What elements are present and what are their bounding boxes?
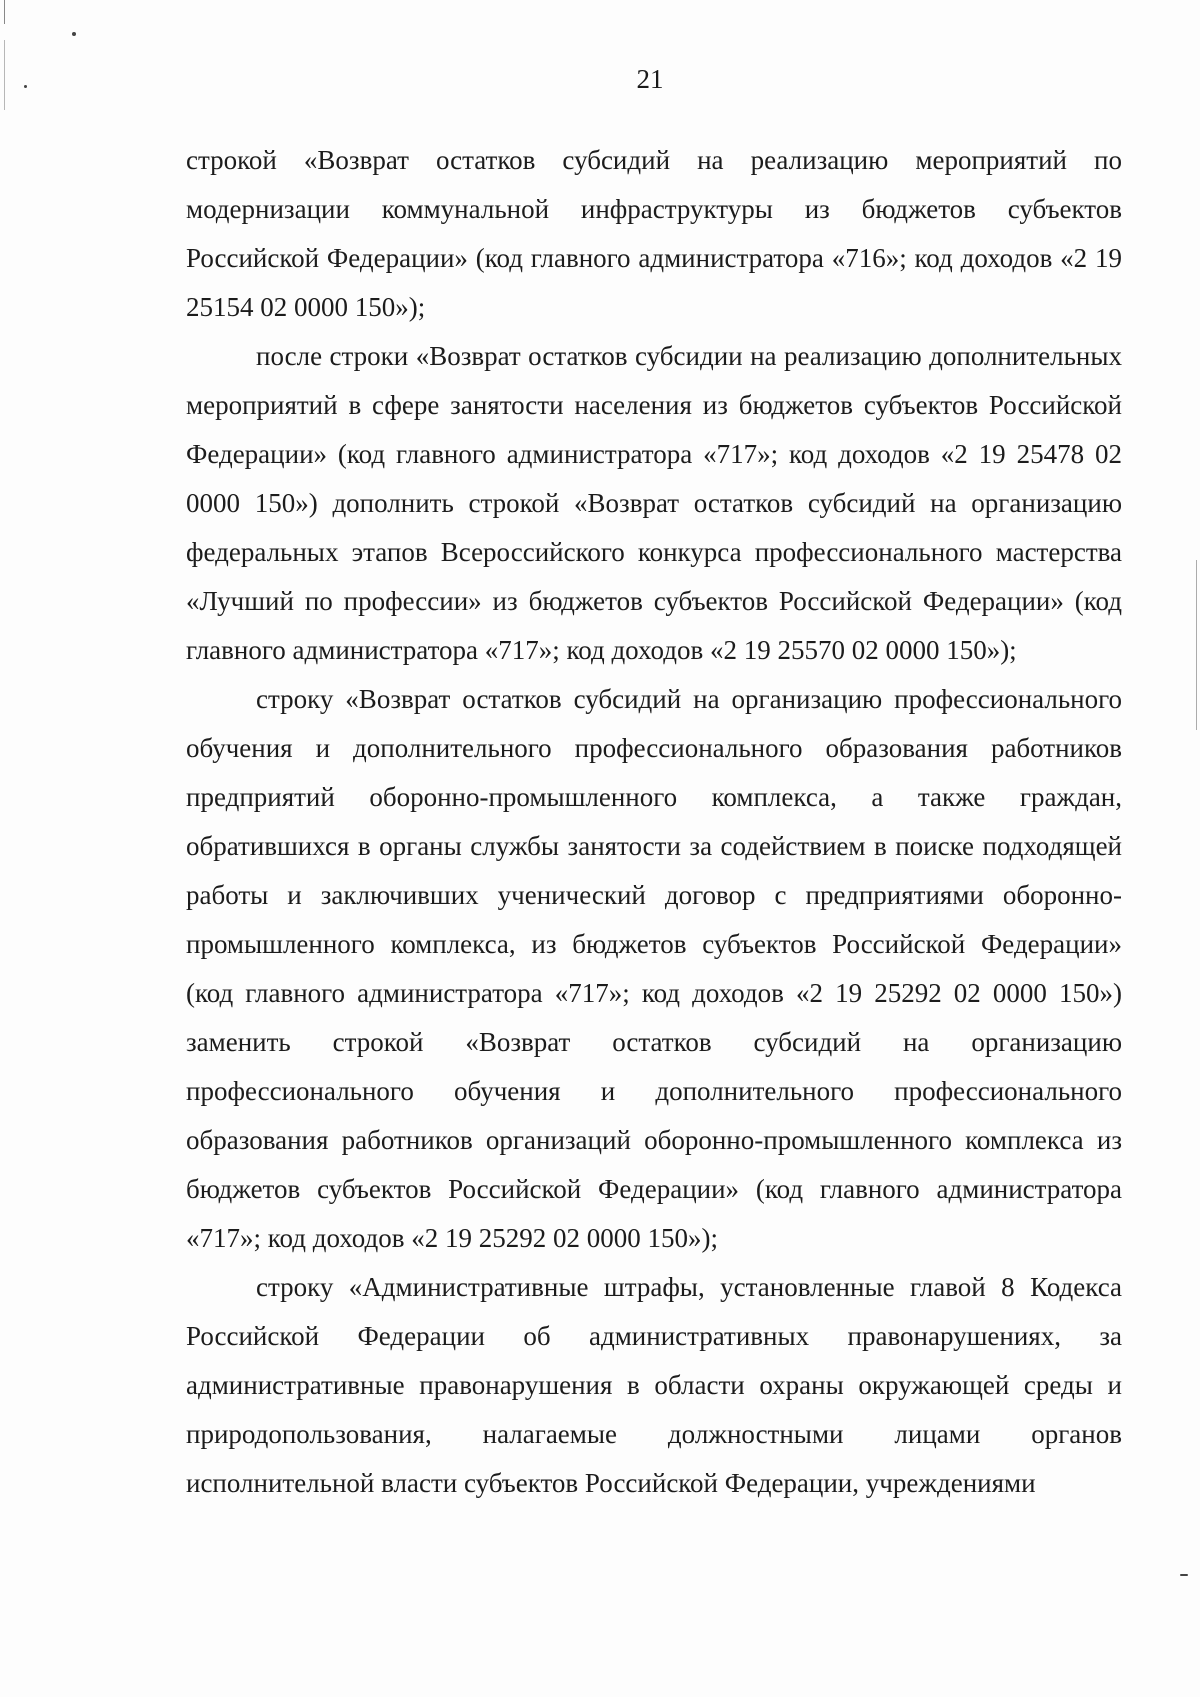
paragraph-2: после строки «Возврат остатков субсидии на реализацию дополнительных мероприятий в сфере занятости населения из бюджетов субъектов Российской Федерации» (код главного администратора «717»; код доходов «2 19 25478 02 0000 150») дополнить строкой «Возврат остатков субсидий на организацию федеральных этапов Всероссийского конкурса профессионального мастерства «Лучший по профессии» из бюджетов субъектов Российской Федерации» (код главного администратора «717»; код доходов «2 19 25570 02 0000 150»);: [186, 341, 1122, 665]
page-number: 21: [636, 64, 664, 94]
scan-edge-mark: [4, 0, 5, 24]
paragraph-4: строку «Административные штрафы, установленные главой 8 Кодекса Российской Федерации об административных правонарушениях, за административные правонарушения в области охраны окружающей среды и природопользования, налагаемые должностными лицами органов исполнительной власти субъектов Российской Федерации, учреждениями: [186, 1272, 1122, 1498]
scan-speck: [1180, 1574, 1188, 1576]
paragraph-1: строкой «Возврат остатков субсидий на реализацию мероприятий по модернизации коммунальной инфраструктуры из бюджетов субъектов Российской Федерации» (код главного администратора «716»; код доходов «2 19 25154 02 0000 150»);: [186, 145, 1122, 322]
scan-edge-mark: [1196, 560, 1197, 730]
paragraph-3: строку «Возврат остатков субсидий на организацию профессионального обучения и дополнительного профессионального образования работников предприятий оборонно-промышленного комплекса, а также граждан, обратившихся в органы службы занятости за содействием в поиске подходящей работы и заключивших ученический договор с предприятиями оборонно-промышленного комплекса, из бюджетов субъектов Российской Федерации» (код главного администратора «717»; код доходов «2 19 25292 02 0000 150») заменить строкой «Возврат остатков субсидий на организацию профессионального обучения и дополнительного профессионального образования работников организаций оборонно-промышленного комплекса из бюджетов субъектов Российской Федерации» (код главного администратора «717»; код доходов «2 19 25292 02 0000 150»);: [186, 684, 1122, 1253]
document-body: [186, 136, 1122, 1508]
scan-speck: [72, 32, 76, 36]
